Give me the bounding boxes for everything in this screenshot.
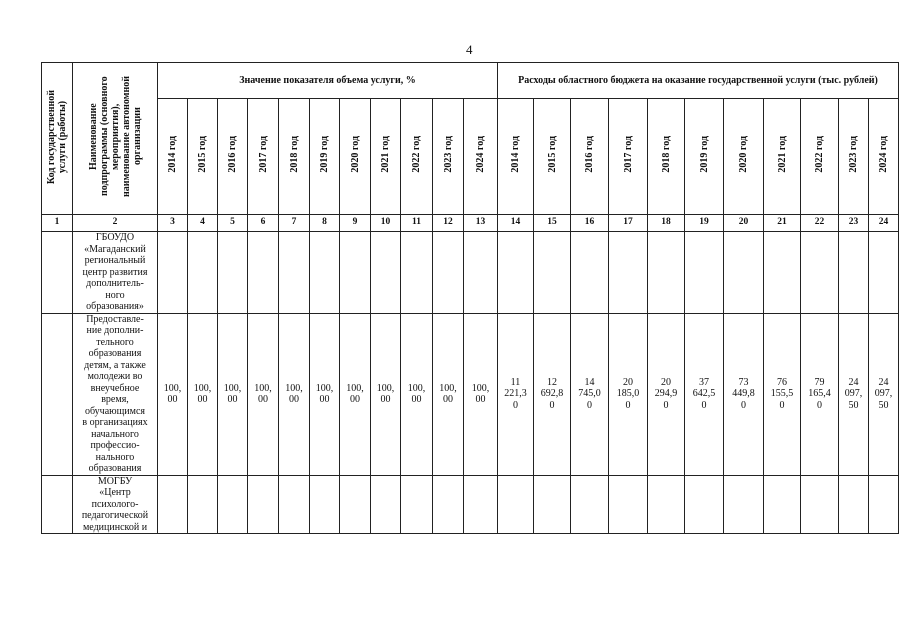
header-year: 2020 год	[340, 99, 371, 215]
header-year: 2020 год	[724, 99, 764, 215]
header-year: 2015 год	[534, 99, 571, 215]
header-year: 2024 год	[869, 99, 899, 215]
name-cell: Предоставле- ние дополни- тельного образования детям, а также молодежи во внеучебное время, обучающимся в организациях начального профессио- нального образования	[73, 313, 158, 475]
page-number: 4	[466, 42, 473, 57]
volume-value-cell: 100, 00	[158, 313, 188, 475]
volume-value-cell: 100, 00	[188, 313, 218, 475]
column-number: 16	[571, 215, 609, 232]
expense-value-cell	[648, 232, 685, 314]
volume-value-cell: 100, 00	[340, 313, 371, 475]
name-cell: МОГБУ «Центр психолого- педагогической медицинской и	[73, 475, 158, 534]
expense-value-cell: 79 165,4 0	[801, 313, 839, 475]
expense-value-cell: 12 692,8 0	[534, 313, 571, 475]
expense-value-cell: 20 185,0 0	[609, 313, 648, 475]
expense-value-cell	[724, 475, 764, 534]
volume-value-cell	[248, 232, 279, 314]
column-number: 3	[158, 215, 188, 232]
volume-value-cell	[158, 475, 188, 534]
services-table	[41, 62, 899, 534]
volume-value-cell	[188, 475, 218, 534]
volume-value-cell	[340, 475, 371, 534]
expense-value-cell	[764, 232, 801, 314]
volume-value-cell	[371, 475, 401, 534]
column-number: 19	[685, 215, 724, 232]
expense-value-cell	[839, 232, 869, 314]
expense-value-cell	[648, 475, 685, 534]
name-cell: ГБОУДО «Магаданский региональный центр развития дополнитель- ного образования»	[73, 232, 158, 314]
column-number: 6	[248, 215, 279, 232]
column-number: 21	[764, 215, 801, 232]
header-volume-group: Значение показателя объема услуги, %	[158, 63, 498, 99]
expense-value-cell	[571, 475, 609, 534]
header-name: Наименование подпрограммы (основного мероприятия), наименование автономной организации	[73, 63, 158, 215]
volume-value-cell	[248, 475, 279, 534]
expense-value-cell	[609, 475, 648, 534]
expense-value-cell: 73 449,8 0	[724, 313, 764, 475]
expense-value-cell	[869, 232, 899, 314]
expense-value-cell	[498, 232, 534, 314]
expense-value-cell	[571, 232, 609, 314]
volume-value-cell	[218, 475, 248, 534]
volume-value-cell	[340, 232, 371, 314]
column-number: 12	[433, 215, 464, 232]
column-number: 7	[279, 215, 310, 232]
expense-value-cell: 24 097, 50	[839, 313, 869, 475]
volume-value-cell: 100, 00	[371, 313, 401, 475]
header-year: 2023 год	[839, 99, 869, 215]
table-row	[42, 232, 899, 314]
volume-value-cell: 100, 00	[401, 313, 433, 475]
column-number: 13	[464, 215, 498, 232]
header-year: 2019 год	[310, 99, 340, 215]
expense-value-cell	[534, 232, 571, 314]
column-number: 2	[73, 215, 158, 232]
volume-value-cell: 100, 00	[310, 313, 340, 475]
expense-value-cell	[609, 232, 648, 314]
header-year: 2017 год	[248, 99, 279, 215]
column-number: 9	[340, 215, 371, 232]
volume-value-cell	[401, 232, 433, 314]
expense-value-cell	[685, 475, 724, 534]
header-year: 2024 год	[464, 99, 498, 215]
volume-value-cell: 100, 00	[464, 313, 498, 475]
column-number: 15	[534, 215, 571, 232]
column-number: 18	[648, 215, 685, 232]
volume-value-cell	[310, 475, 340, 534]
header-year: 2023 год	[433, 99, 464, 215]
header-expenses-group: Расходы областного бюджета на оказание государственной услуги (тыс. рублей)	[498, 63, 899, 99]
header-year: 2018 год	[279, 99, 310, 215]
column-number: 23	[839, 215, 869, 232]
volume-value-cell: 100, 00	[279, 313, 310, 475]
header-year: 2021 год	[371, 99, 401, 215]
volume-value-cell	[371, 232, 401, 314]
volume-value-cell	[188, 232, 218, 314]
header-year: 2016 год	[571, 99, 609, 215]
header-year: 2019 год	[685, 99, 724, 215]
column-number: 11	[401, 215, 433, 232]
expense-value-cell: 76 155,5 0	[764, 313, 801, 475]
expense-value-cell	[839, 475, 869, 534]
volume-value-cell	[218, 232, 248, 314]
expense-value-cell: 37 642,5 0	[685, 313, 724, 475]
column-number: 14	[498, 215, 534, 232]
expense-value-cell: 24 097, 50	[869, 313, 899, 475]
expense-value-cell	[869, 475, 899, 534]
header-year: 2022 год	[801, 99, 839, 215]
service-code-cell	[42, 232, 73, 314]
volume-value-cell	[279, 232, 310, 314]
column-number: 10	[371, 215, 401, 232]
column-number: 4	[188, 215, 218, 232]
header-year: 2014 год	[158, 99, 188, 215]
service-code-cell	[42, 475, 73, 534]
volume-value-cell	[401, 475, 433, 534]
volume-value-cell	[433, 475, 464, 534]
expense-value-cell: 14 745,0 0	[571, 313, 609, 475]
header-year: 2018 год	[648, 99, 685, 215]
expense-value-cell	[724, 232, 764, 314]
header-year: 2017 год	[609, 99, 648, 215]
header-year: 2016 год	[218, 99, 248, 215]
column-number: 22	[801, 215, 839, 232]
table-row	[42, 313, 899, 475]
column-number: 17	[609, 215, 648, 232]
header-service-code: Код государственной услуги (работы)	[42, 63, 73, 215]
expense-value-cell: 20 294,9 0	[648, 313, 685, 475]
volume-value-cell	[433, 232, 464, 314]
header-year: 2021 год	[764, 99, 801, 215]
column-number: 5	[218, 215, 248, 232]
table-row	[42, 475, 899, 534]
header-year: 2022 год	[401, 99, 433, 215]
header-year: 2015 год	[188, 99, 218, 215]
column-number: 20	[724, 215, 764, 232]
expense-value-cell	[801, 232, 839, 314]
volume-value-cell	[158, 232, 188, 314]
column-number: 1	[42, 215, 73, 232]
volume-value-cell	[310, 232, 340, 314]
expense-value-cell	[801, 475, 839, 534]
header-year: 2014 год	[498, 99, 534, 215]
expense-value-cell	[764, 475, 801, 534]
volume-value-cell	[464, 475, 498, 534]
volume-value-cell: 100, 00	[248, 313, 279, 475]
volume-value-cell	[464, 232, 498, 314]
expense-value-cell: 11 221,3 0	[498, 313, 534, 475]
volume-value-cell	[279, 475, 310, 534]
expense-value-cell	[498, 475, 534, 534]
volume-value-cell: 100, 00	[433, 313, 464, 475]
expense-value-cell	[685, 232, 724, 314]
expense-value-cell	[534, 475, 571, 534]
volume-value-cell: 100, 00	[218, 313, 248, 475]
column-number: 8	[310, 215, 340, 232]
column-number: 24	[869, 215, 899, 232]
service-code-cell	[42, 313, 73, 475]
